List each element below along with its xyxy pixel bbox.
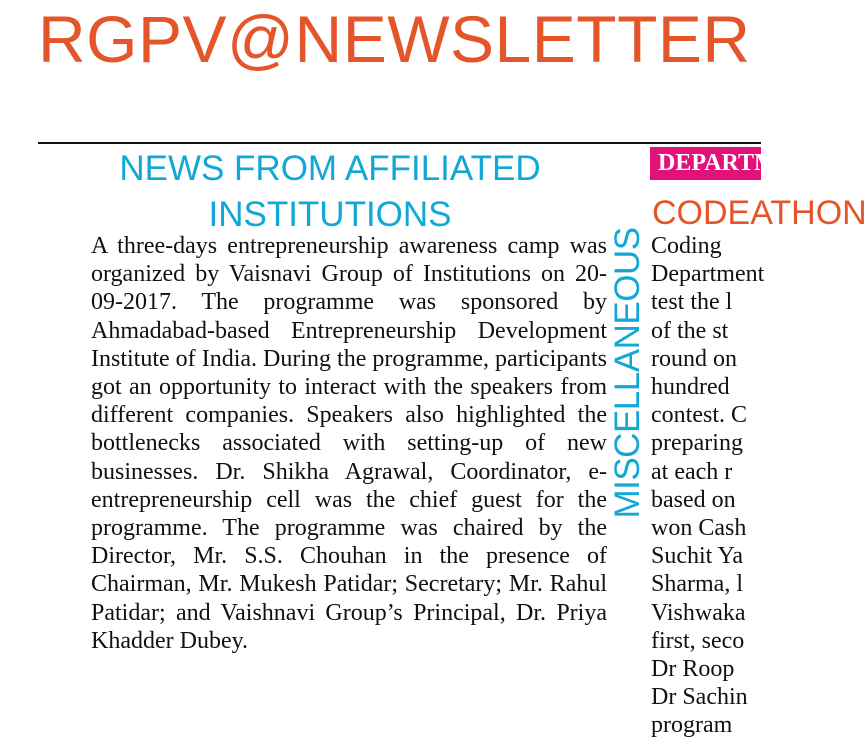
side-article-body [651, 232, 765, 739]
side-article-line: first, seco [651, 627, 745, 654]
side-article-line: won Cash [651, 515, 747, 542]
article-body: A three-days entrepreneurship awareness camp was organized by Vaisnavi Group of Institutions on 20-09-2017. The programme was sponsored by Ahmadabad-based Entrepreneurship Development Institute of India. During the programme, participants got an opportunity to interact with the speakers from different companies. Speakers also highlighted the bottlenecks associated with setting-up of new businesses. Dr. Shikha Agrawal, Coordinator, e-entrepreneurship cell was the chief guest for the programme. The programme was chaired by the Director, Mr. S.S. Chouhan in the presence of Chairman, Mr. Mukesh Patidar; Secretary; Mr. Rahul Patidar; and Vaishnavi Group’s Principal, Dr. Priya Khadder Dubey. [91, 233, 607, 654]
side-article-line: hundred [651, 374, 730, 401]
side-article-line: test the l [651, 289, 733, 316]
article-heading-line-2: INSTITUTIONS [208, 195, 452, 234]
side-article-title: CODEATHON [652, 194, 867, 232]
side-article-line: of the st [651, 317, 729, 344]
side-article-line: program [651, 712, 733, 739]
section-label-text: MISCELLANEOUS [608, 227, 647, 519]
newsletter-masthead: RGPV@NEWSLETTER [38, 2, 751, 76]
side-article-line: Department [651, 261, 765, 288]
side-article-line: Sharma, l [651, 571, 743, 598]
side-article-line: Suchit Ya [651, 543, 744, 570]
side-article-line: Coding [651, 233, 722, 259]
department-section-tag: DEPARTMENT [650, 147, 761, 180]
side-article-line: at each r [651, 458, 733, 485]
masthead-divider [38, 142, 761, 144]
side-article-line: contest. C [651, 402, 747, 429]
side-article-line: preparing [651, 430, 743, 457]
article-heading-line-1: NEWS FROM AFFILIATED [119, 149, 541, 188]
side-article-line: Vishwaka [651, 599, 746, 626]
article-heading [60, 146, 600, 238]
side-article-line: round on [651, 345, 737, 372]
side-article-line: Dr Sachin [651, 684, 748, 711]
side-article-line: Dr Roop [651, 656, 735, 683]
section-label-vertical [610, 200, 646, 546]
side-article-line: based on [651, 486, 736, 513]
